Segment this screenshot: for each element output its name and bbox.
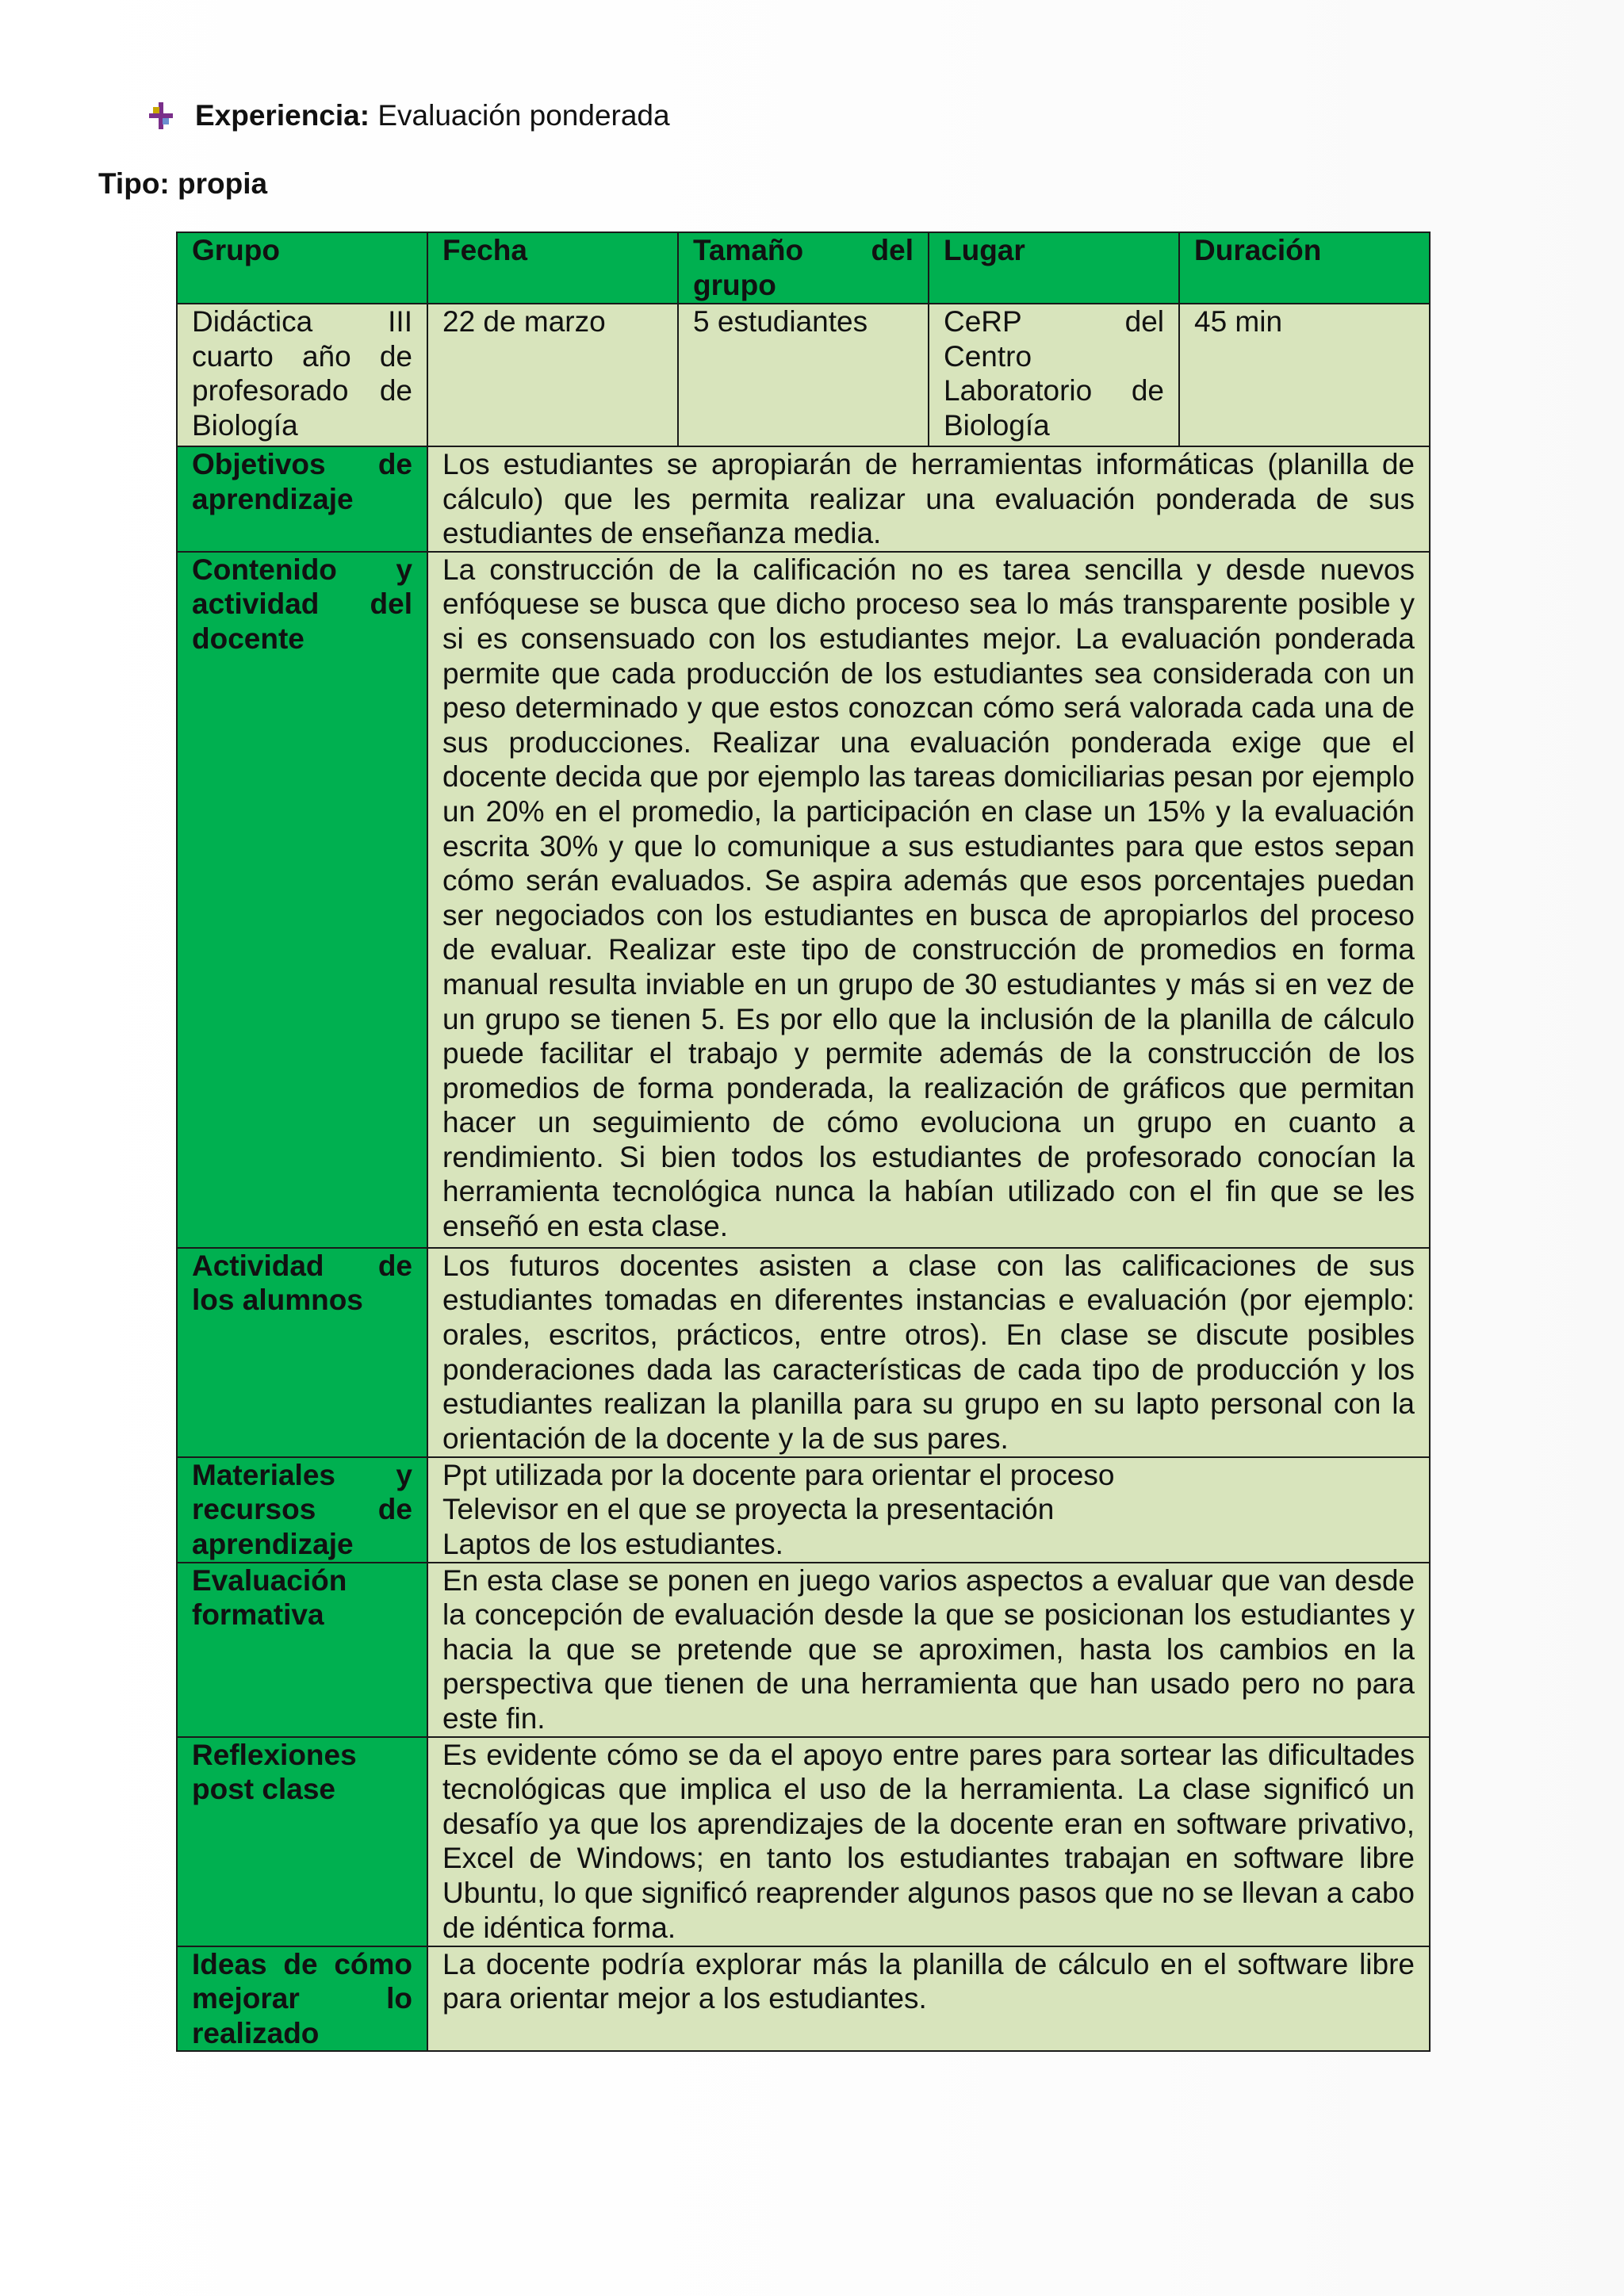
reflexiones-line: Es evidente cómo se da el apoyo entre pares para sortear las dificultades tecnológicas que implica el uso de la herramienta. La clase significó un desafío ya que los aprendizajes de la docente eran en software privativo, Excel de Windows; en tanto los estudiantes trabajan en software libre Ubuntu, lo que significó reaprender algunos pasos que no se llevan a cabo de idéntica forma. [442, 1738, 1415, 1944]
tamano-cell: 5 estudiantes [678, 304, 929, 446]
evaluacion-line: En esta clase se ponen en juego varios aspectos a evaluar que van desde la concepción de evaluación desde la que se posicionan los estudiantes y hacia la que se pretende que se aproximen, hasta los cambios en la perspectiva que tienen de una herramienta que han usado pero no para este fin. [442, 1563, 1415, 1735]
header-row [177, 232, 1430, 304]
materiales-label: Materiales y recursos de aprendizaje [177, 1457, 427, 1563]
header-duracion: Duración [1179, 232, 1430, 304]
materiales-line: Ppt utilizada por la docente para orientar el proceso [442, 1458, 1115, 1491]
header-grupo: Grupo [177, 232, 427, 304]
actividad-alumnos-text [427, 1248, 1430, 1457]
grupo-cell: Didáctica III cuarto año de profesorado de Biología [177, 304, 427, 446]
materiales-line: Laptos de los estudiantes. [442, 1527, 783, 1560]
duracion-cell: 45 min [1179, 304, 1430, 446]
lugar-cell: CeRP del Centro Laboratorio de Biología [929, 304, 1179, 446]
ideas-row [177, 1946, 1430, 2052]
evaluacion-text [427, 1563, 1430, 1737]
bullet-icon [149, 102, 173, 129]
objetivos-line: Los estudiantes se apropiarán de herramientas informáticas (planilla de cálculo) que les permita realizar una evaluación ponderada de sus estudiantes de enseñanza media. [442, 448, 1415, 550]
actividad-alumnos-line: Los futuros docentes asisten a clase con las calificaciones de sus estudiantes tomadas en diferentes instancias e evaluación (por ejemplo: orales, escritos, prácticos, entre otros). En clase se discute posibles ponderaciones dada las características de cada tipo de producción y los estudiantes realizan la planilla para su grupo en su lapto personal con la orientación de la docente y la de sus pares. [442, 1249, 1415, 1455]
header-tamano: Tamaño del grupo [678, 232, 929, 304]
experience-value: Evaluación ponderada [370, 99, 670, 132]
header-lugar: Lugar [929, 232, 1179, 304]
reflexiones-label: Reflexiones post clase [177, 1737, 427, 1946]
fecha-cell: 22 de marzo [427, 304, 678, 446]
reflexiones-text [427, 1737, 1430, 1946]
class-plan-table [176, 232, 1431, 2052]
evaluacion-label: Evaluación formativa [177, 1563, 427, 1737]
ideas-label: Ideas de cómo mejorar lo realizado [177, 1946, 427, 2052]
evaluacion-row [177, 1563, 1430, 1737]
header-fecha: Fecha [427, 232, 678, 304]
tipo-heading: Tipo: propia [98, 167, 268, 200]
contenido-line: La construcción de la calificación no es tarea sencilla y desde nuevos enfóquese se busca que dicho proceso sea lo más transparente posible y si es consensuado con los estudiantes mejor. La evaluación ponderada permite que cada producción de los estudiantes sea considerada con un peso determinado y que estos conozcan cómo será valorada cada una de sus producciones. Realizar una evaluación ponderada exige que el docente decida que por ejemplo las tareas domiciliarias pesan por ejemplo un 20% en el promedio, la participación en clase un 15% y la evaluación escrita 30% y que lo comunique a sus estudiantes para que estos sepan cómo serán evaluados. Se aspira además que esos porcentajes puedan ser negociados con los estudiantes en busca de apropiarlos del proceso de evaluar. Realizar este tipo de construcción de promedios en forma manual resulta inviable en un grupo de 30 estudiantes y más si en vez de un grupo se tienen 5. Es por ello que la inclusión de la planilla de cálculo puede facilitar el trabajo y permite además de la construcción de los promedios de forma ponderada, la realización de gráficos que permitan hacer un seguimiento de cómo evoluciona un grupo en cuanto a rendimiento. Si bien todos los estudiantes de profesorado conocían la herramienta tecnológica nunca la habían utilizado con el fin que se les enseñó en esta clase. [442, 553, 1415, 1243]
materiales-text [427, 1457, 1430, 1563]
objetivos-row [177, 446, 1430, 552]
info-row [177, 304, 1430, 446]
objetivos-label: Objetivos de aprendizaje [177, 446, 427, 552]
experience-label: Experiencia: [195, 99, 370, 132]
contenido-row [177, 552, 1430, 1248]
actividad-alumnos-row [177, 1248, 1430, 1457]
experience-heading [149, 97, 670, 135]
objetivos-text [427, 446, 1430, 552]
materiales-row [177, 1457, 1430, 1563]
ideas-text [427, 1946, 1430, 2052]
ideas-line: La docente podría explorar más la planilla de cálculo en el software libre para orientar mejor a los estudiantes. [442, 1947, 1415, 2015]
materiales-line: Televisor en el que se proyecta la presentación [442, 1493, 1055, 1526]
contenido-label: Contenido y actividad del docente [177, 552, 427, 1248]
actividad-alumnos-label: Actividad de los alumnos [177, 1248, 427, 1457]
contenido-text [427, 552, 1430, 1248]
reflexiones-row [177, 1737, 1430, 1946]
